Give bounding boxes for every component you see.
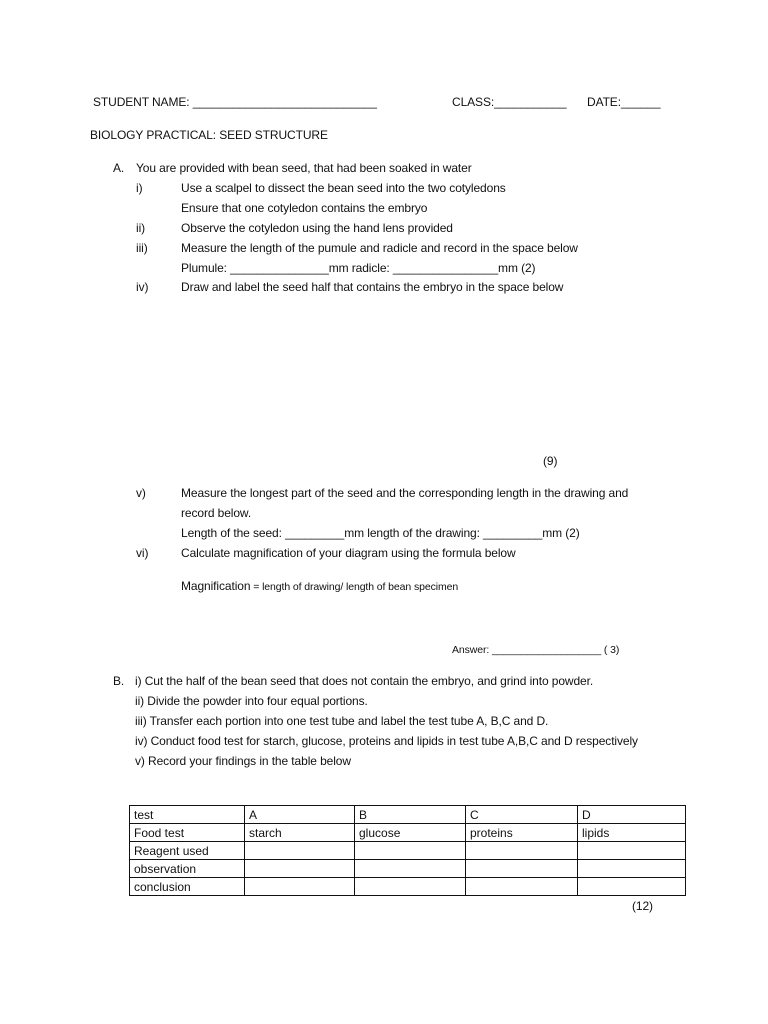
table-cell bbox=[355, 860, 466, 878]
magnification-expression: = length of drawing/ length of bean specimen bbox=[250, 581, 459, 593]
table-cell: proteins bbox=[466, 824, 578, 842]
table-cell bbox=[355, 878, 466, 896]
magnification-label: Magnification bbox=[181, 579, 251, 593]
row-label: Food test bbox=[130, 824, 245, 842]
table-cell bbox=[578, 878, 686, 896]
table-row bbox=[130, 842, 686, 860]
item-number: i) bbox=[136, 181, 143, 195]
student-name-field: STUDENT NAME: ____________________________ bbox=[93, 95, 377, 109]
item-text: Calculate magnification of your diagram using the formula below bbox=[181, 546, 516, 560]
food-test-table bbox=[129, 805, 686, 896]
table-cell bbox=[355, 842, 466, 860]
table-cell bbox=[578, 860, 686, 878]
item-number: iv) bbox=[136, 280, 149, 294]
instruction: i) Cut the half of the bean seed that does not contain the embryo, and grind into powder. bbox=[135, 674, 594, 688]
drawing-marks: (9) bbox=[543, 454, 558, 468]
item-text: Draw and label the seed half that contains the embryo in the space below bbox=[181, 280, 564, 294]
table-header-cell: B bbox=[355, 806, 466, 824]
table-cell bbox=[245, 842, 355, 860]
table-row bbox=[130, 806, 686, 824]
instruction: iv) Conduct food test for starch, glucose, proteins and lipids in test tube A,B,C and D respectively bbox=[135, 734, 638, 748]
instruction: ii) Divide the powder into four equal portions. bbox=[135, 694, 368, 708]
table-marks: (12) bbox=[632, 899, 653, 913]
table-row bbox=[130, 824, 686, 842]
row-label: Reagent used bbox=[130, 842, 245, 860]
table-header-cell: C bbox=[466, 806, 578, 824]
table-cell bbox=[466, 860, 578, 878]
item-text: Use a scalpel to dissect the bean seed into the two cotyledons bbox=[181, 181, 506, 195]
item-number: vi) bbox=[136, 546, 149, 560]
measurement-line: Plumule: _______________mm radicle: ________________mm (2) bbox=[181, 261, 536, 275]
item-text: Ensure that one cotyledon contains the embryo bbox=[181, 201, 428, 215]
table-cell bbox=[245, 878, 355, 896]
row-label: conclusion bbox=[130, 878, 245, 896]
table-header-cell: D bbox=[578, 806, 686, 824]
table-cell bbox=[466, 842, 578, 860]
drawing-space bbox=[181, 300, 681, 450]
item-number: iii) bbox=[136, 241, 148, 255]
table-cell bbox=[578, 842, 686, 860]
table-row bbox=[130, 860, 686, 878]
table-cell: glucose bbox=[355, 824, 466, 842]
item-number: v) bbox=[136, 486, 146, 500]
measurement-line: Length of the seed: _________mm length of the drawing: _________mm (2) bbox=[181, 526, 580, 540]
date-field: DATE:______ bbox=[587, 95, 661, 109]
row-label: observation bbox=[130, 860, 245, 878]
page-title: BIOLOGY PRACTICAL: SEED STRUCTURE bbox=[90, 128, 328, 142]
table-cell bbox=[466, 878, 578, 896]
instruction: v) Record your findings in the table below bbox=[135, 754, 351, 768]
instruction: iii) Transfer each portion into one test tube and label the test tube A, B,C and D. bbox=[135, 714, 549, 728]
table-cell bbox=[245, 860, 355, 878]
table-row bbox=[130, 878, 686, 896]
item-text: Measure the length of the pumule and radicle and record in the space below bbox=[181, 241, 578, 255]
table-cell: lipids bbox=[578, 824, 686, 842]
section-a-marker: A. bbox=[113, 161, 125, 175]
item-text: Measure the longest part of the seed and the corresponding length in the drawing and bbox=[181, 486, 629, 500]
item-text: record below. bbox=[181, 506, 252, 520]
table-header-cell: A bbox=[245, 806, 355, 824]
item-number: ii) bbox=[136, 221, 146, 235]
item-text: Observe the cotyledon using the hand lens provided bbox=[181, 221, 453, 235]
class-field: CLASS:___________ bbox=[452, 95, 567, 109]
section-a-intro: You are provided with bean seed, that had been soaked in water bbox=[136, 161, 472, 175]
table-header-cell: test bbox=[130, 806, 245, 824]
section-b-marker: B. bbox=[113, 674, 125, 688]
magnification-formula bbox=[181, 579, 458, 594]
table-cell: starch bbox=[245, 824, 355, 842]
answer-line: Answer: ___________________ ( 3) bbox=[452, 644, 620, 656]
